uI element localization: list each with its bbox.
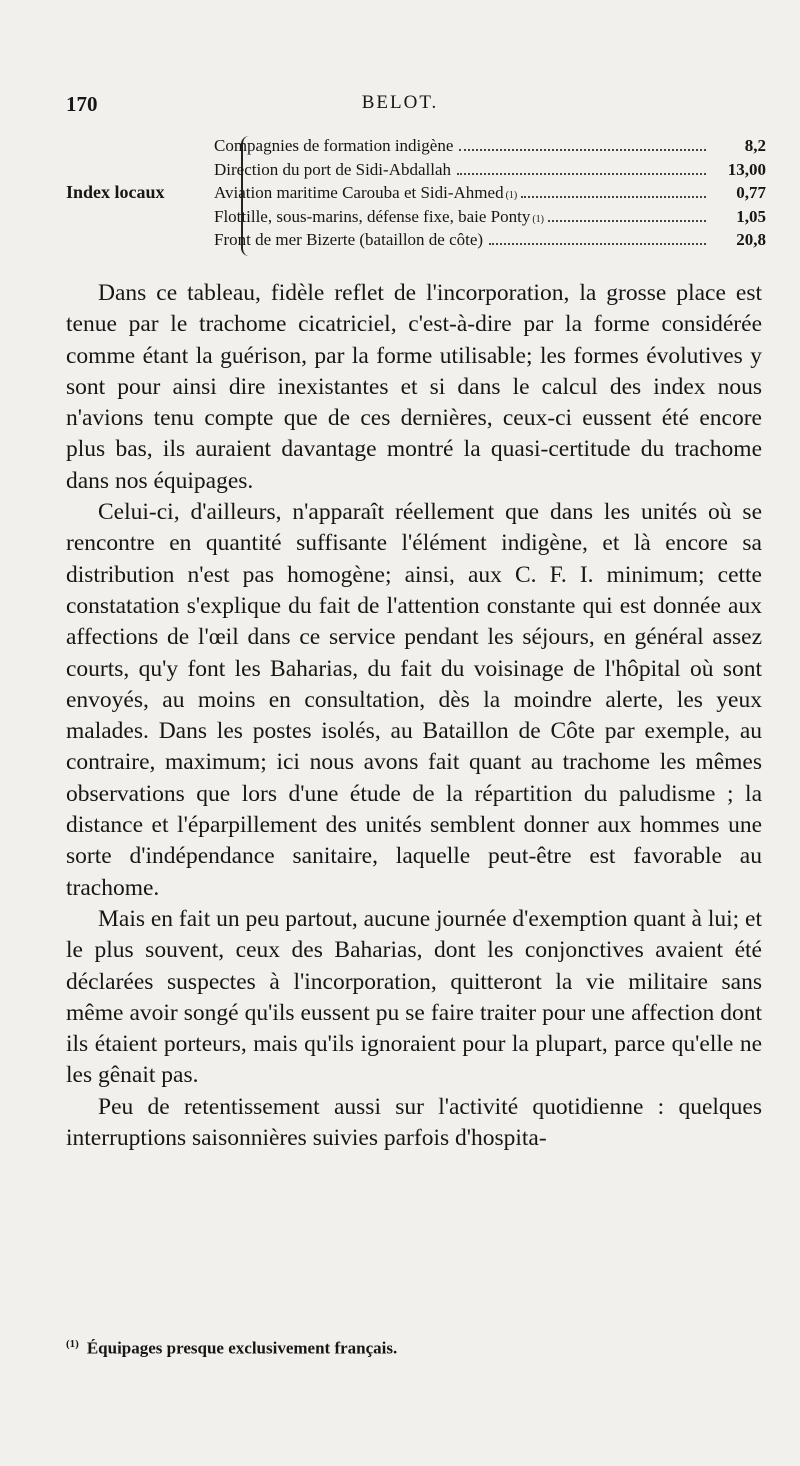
footnote: [66, 1338, 756, 1359]
index-row-label: Flottille, sous-marins, défense fixe, baie Ponty: [214, 206, 531, 226]
index-row-value: 13,00: [727, 159, 766, 179]
body-text: [66, 278, 762, 1154]
index-row-label: Direction du port de Sidi-Abdallah: [214, 159, 452, 179]
dot-leader: [489, 243, 706, 245]
index-row-label: Aviation maritime Carouba et Sidi-Ahmed: [214, 183, 504, 202]
index-row: [214, 230, 766, 254]
index-row-label: Compagnies de formation indigène: [214, 136, 454, 155]
index-row: [214, 136, 766, 160]
paragraph: Mais en fait un peu partout, aucune journée d'exemption quant à lui; et le plus souvent, ceux des Baharias, dont les conjonctives avaient été déclarées suspectes à l'incorporation, quitteront la vie militaire sans même avoir songé qu'ils eussent pu se faire traiter pour une affection dont ils étaient porteurs, mais qu'ils ignoraient pour la plupart, parce qu'elle ne les gênait pas.: [66, 905, 762, 1089]
index-label: Index locaux: [66, 182, 165, 202]
paragraph: Dans ce tableau, fidèle reflet de l'incorporation, la grosse place est tenue par le trachome cicatriciel, c'est-à-dire par la forme considérée comme étant la guérison, par la forme utilisable; les formes évolutives y sont pour ainsi dire inexistantes et si dans le calcul des index nous n'avions tenu compte que de ces dernières, ceux-ci eussent été encore plus bas, ils auraient davantage montré la quasi-certitude du trachome dans nos équipages.: [66, 280, 762, 494]
index-row-label: Front de mer Bizerte (bataillon de côte): [214, 230, 484, 249]
footnote-reference: (1): [505, 190, 518, 201]
dot-leader: [457, 173, 706, 175]
index-row-value: 8,2: [744, 136, 766, 155]
index-table: [66, 130, 766, 265]
index-row: [214, 207, 766, 231]
running-head: BELOT.: [361, 92, 439, 113]
index-row: [214, 183, 766, 207]
page-number: 170: [66, 92, 98, 116]
page-header: [66, 92, 734, 122]
footnote-reference: (1): [532, 213, 545, 225]
dot-leader: [459, 149, 706, 151]
index-row-value: 0,77: [736, 183, 766, 202]
index-rows: [214, 136, 766, 254]
paragraph: Celui-ci, d'ailleurs, n'apparaît réellement que dans les unités où se rencontre en quantité suffisante l'élément indigène, et là encore sa distribution n'est pas homogène; ainsi, aux C. F. I. minimum; cette constatation s'explique du fait de l'attention constante qui est donnée aux affections de l'œil dans ce service pendant les séjours, en général assez courts, qu'y font les Baharias, du fait du voisinage de l'hôpital où sont envoyés, au moins en consultation, dès la moindre alerte, les yeux malades. Dans les postes isolés, au Bataillon de Côte par exemple, au contraire, maximum; ici nous avons fait quant au trachome les mêmes observations que lors d'une étude de la répartition du paludisme ; la distance et l'éparpillement des unités semblent donner aux hommes une sorte d'indépendance sanitaire, laquelle peut-être est favorable au trachome.: [66, 499, 762, 901]
footnote-mark: (1): [66, 1338, 79, 1350]
dot-leader: [548, 220, 706, 222]
index-row: [214, 160, 766, 184]
dot-leader: [521, 196, 706, 198]
index-row-value: 1,05: [736, 206, 766, 226]
paragraph: Peu de retentissement aussi sur l'activité quotidienne : quelques interruptions saisonnières suivies parfois d'hospita-: [66, 1093, 762, 1152]
footnote-text: Équipages presque exclusivement français.: [86, 1338, 398, 1358]
index-row-value: 20,8: [736, 230, 766, 249]
